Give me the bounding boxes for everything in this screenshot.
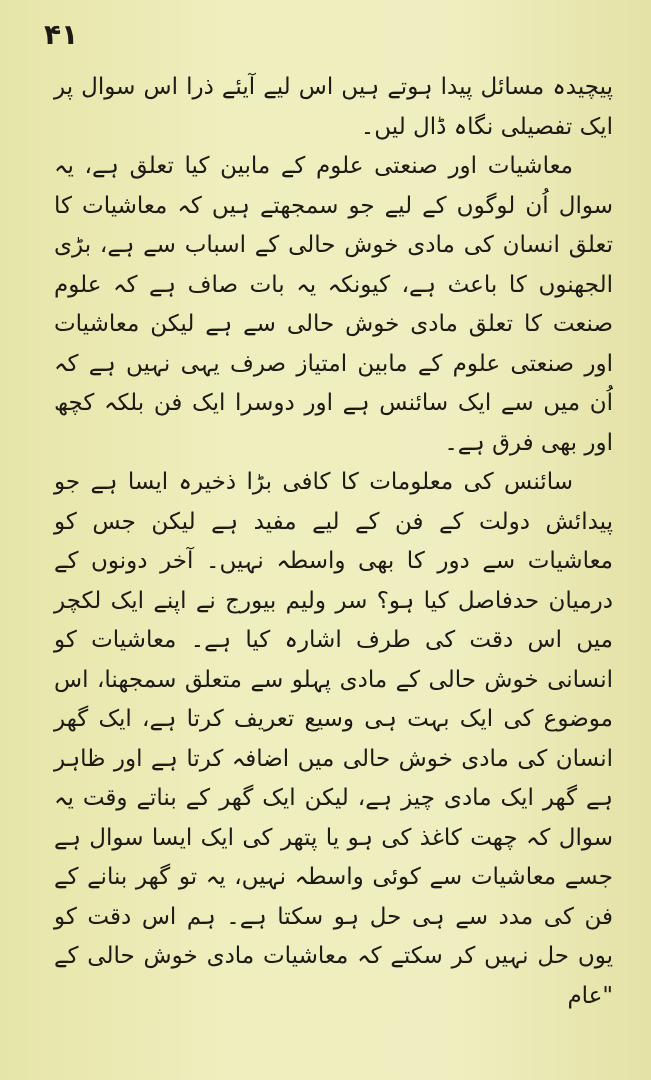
page-text [54,68,613,1066]
paragraph-1: پیچیدہ مسائل پیدا ہوتے ہیں اس لیے آیئے ذرا اس سوال پر ایک تفصیلی نگاہ ڈال لیں۔ [54,74,613,140]
page-number: ۴۱ [44,18,79,51]
paragraph-3: سائنس کی معلومات کا کافی بڑا ذخیرہ ایسا ہے جو پیدائش دولت کے فن کے لیے مفید ہے لیکن جس کو معاشیات سے دور کا بھی واسطہ نہیں۔ آخر دونوں کے درمیان حدفاصل کیا ہو؟ سر ولیم بیورج نے اپنے ایک لکچر میں اس دقت کی طرف اشارہ کیا ہے۔ معاشیات کو انسانی خوش حالی کے مادی پہلو سے متعلق سمجھنا، اس موضوع کی ایک بہت ہی وسیع تعریف کرتا ہے، ایک گھر انسان کی مادی خوش حالی میں اضافہ کرتا ہے اور ظاہر ہے گھر ایک مادی چیز ہے، لیکن ایک گھر کے بناتے وقت یہ سوال کہ چھت کاغذ کی ہو یا پتھر کی ایک ایسا سوال ہے جسے معاشیات سے کوئی واسطہ نہیں، یہ تو گھر بنانے کے فن کی مدد سے ہی حل ہو سکتا ہے۔ ہم اس دقت کو یوں حل نہیں کر سکتے کہ معاشیات مادی خوش حالی کے "عام [54,469,613,1009]
paragraph-2: معاشیات اور صنعتی علوم کے مابین کیا تعلق ہے، یہ سوال اُن لوگوں کے لیے جو سمجھتے ہیں کہ معاشیات کا تعلق انسان کی مادی خوش حالی کے اسباب سے ہے، بڑی الجھنوں کا باعث ہے، کیونکہ یہ بات صاف ہے کہ علوم صنعت کا تعلق مادی خوش حالی سے ہے لیکن معاشیات اور صنعتی علوم کے مابین امتیاز صرف یہی نہیں ہے کہ اُن میں سے ایک سائنس ہے اور دوسرا ایک فن بلکہ کچھ اور بھی فرق ہے۔ [54,153,613,456]
